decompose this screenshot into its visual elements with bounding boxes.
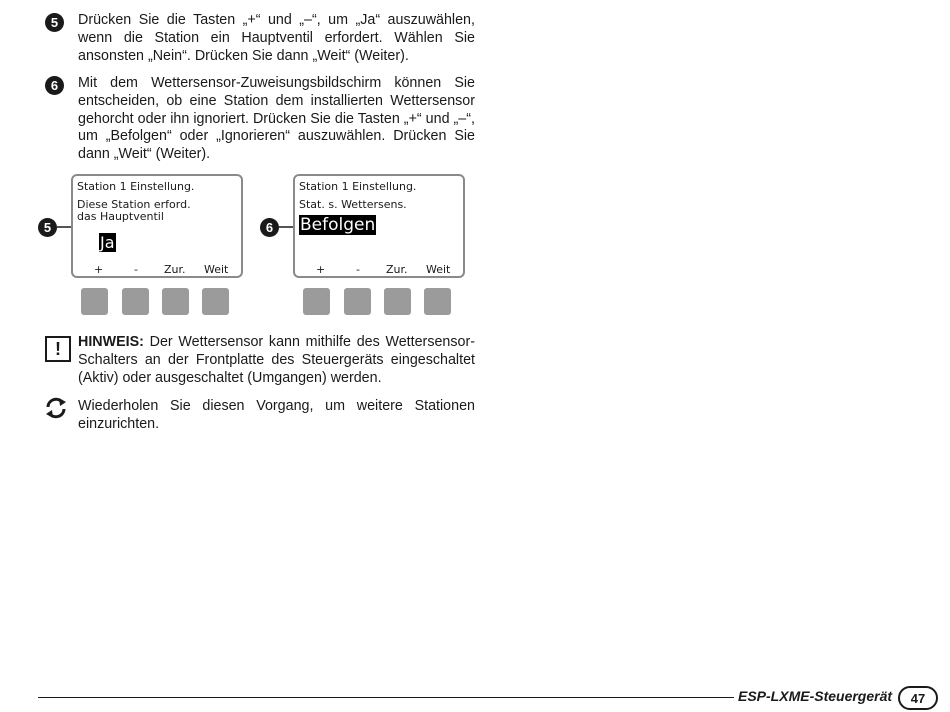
footer-title: ESP-LXME-Steuergerät — [738, 688, 893, 704]
softkey-label-next: Weit — [204, 263, 229, 276]
note-body: Der Wettersensor kann mithilfe des Wettersensor-Schalters an der Frontplatte des Steuergeräts eingeschaltet (Aktiv) oder ausgeschaltet (Umgangen) werden. — [78, 334, 475, 386]
lcd-line-2: Diese Station erford. — [77, 198, 191, 211]
lcd-line-1: Station 1 Einstellung. — [299, 180, 417, 193]
next-button[interactable] — [424, 288, 451, 315]
lcd-line-2: Stat. s. Wettersens. — [299, 198, 407, 211]
step-text: Mit dem Wettersensor-Zuweisungsbildschirm können Sie entscheiden, ob eine Station dem installierten Wettersensor gehorcht oder ihn ignoriert. Drücken Sie die Tasten „+“ und „–“, um „Befolgen“ oder „Ignorieren“ auszuwählen. Drücken Sie dann „Weit“ (Weiter). — [78, 75, 475, 163]
panel-callout-badge: 5 — [38, 218, 57, 237]
repeat-text: Wiederholen Sie diesen Vorgang, um weitere Stationen einzurichten. — [78, 398, 475, 432]
lcd-screen — [293, 174, 465, 278]
next-button[interactable] — [202, 288, 229, 315]
lcd-selected-value: Befolgen — [300, 215, 376, 235]
plus-button[interactable] — [303, 288, 330, 315]
softkey-label-minus: - — [134, 263, 138, 276]
panel-callout-badge: 6 — [260, 218, 279, 237]
step-number-badge: 5 — [45, 13, 64, 32]
exclamation-icon: ! — [45, 336, 71, 362]
lcd-line-3: das Hauptventil — [77, 210, 164, 223]
minus-button[interactable] — [122, 288, 149, 315]
repeat-icon — [43, 395, 69, 426]
step-text: Drücken Sie die Tasten „+“ und „–“, um „Ja“ auszuwählen, wenn die Station ein Hauptventil erfordert. Wählen Sie ansonsten „Nein“. Drücken Sie dann „Weit“ (Weiter). — [78, 12, 475, 64]
softkey-label-next: Weit — [426, 263, 451, 276]
softkey-label-plus: + — [94, 263, 104, 276]
back-button[interactable] — [162, 288, 189, 315]
lcd-panel-weather-sensor — [293, 174, 465, 278]
lcd-panel-master-valve — [71, 174, 243, 278]
back-button[interactable] — [384, 288, 411, 315]
step-5 — [45, 12, 475, 65]
repeat-block — [45, 398, 475, 434]
softkey-label-back: Zur. — [164, 263, 186, 276]
callout-leader-line — [57, 226, 71, 228]
lcd-screen — [71, 174, 243, 278]
softkey-label-minus: - — [356, 263, 360, 276]
step-6 — [45, 75, 475, 164]
minus-button[interactable] — [344, 288, 371, 315]
lcd-selected-value: Ja — [100, 233, 115, 252]
note-text — [78, 334, 475, 387]
plus-button[interactable] — [81, 288, 108, 315]
softkey-label-back: Zur. — [386, 263, 408, 276]
note-block — [45, 334, 475, 387]
footer-rule — [38, 697, 734, 698]
lcd-line-1: Station 1 Einstellung. — [77, 180, 195, 193]
callout-leader-line — [279, 226, 293, 228]
softkey-label-plus: + — [316, 263, 326, 276]
note-label: HINWEIS: — [78, 334, 144, 350]
step-number-badge: 6 — [45, 76, 64, 95]
page-number: 47 — [898, 686, 938, 710]
